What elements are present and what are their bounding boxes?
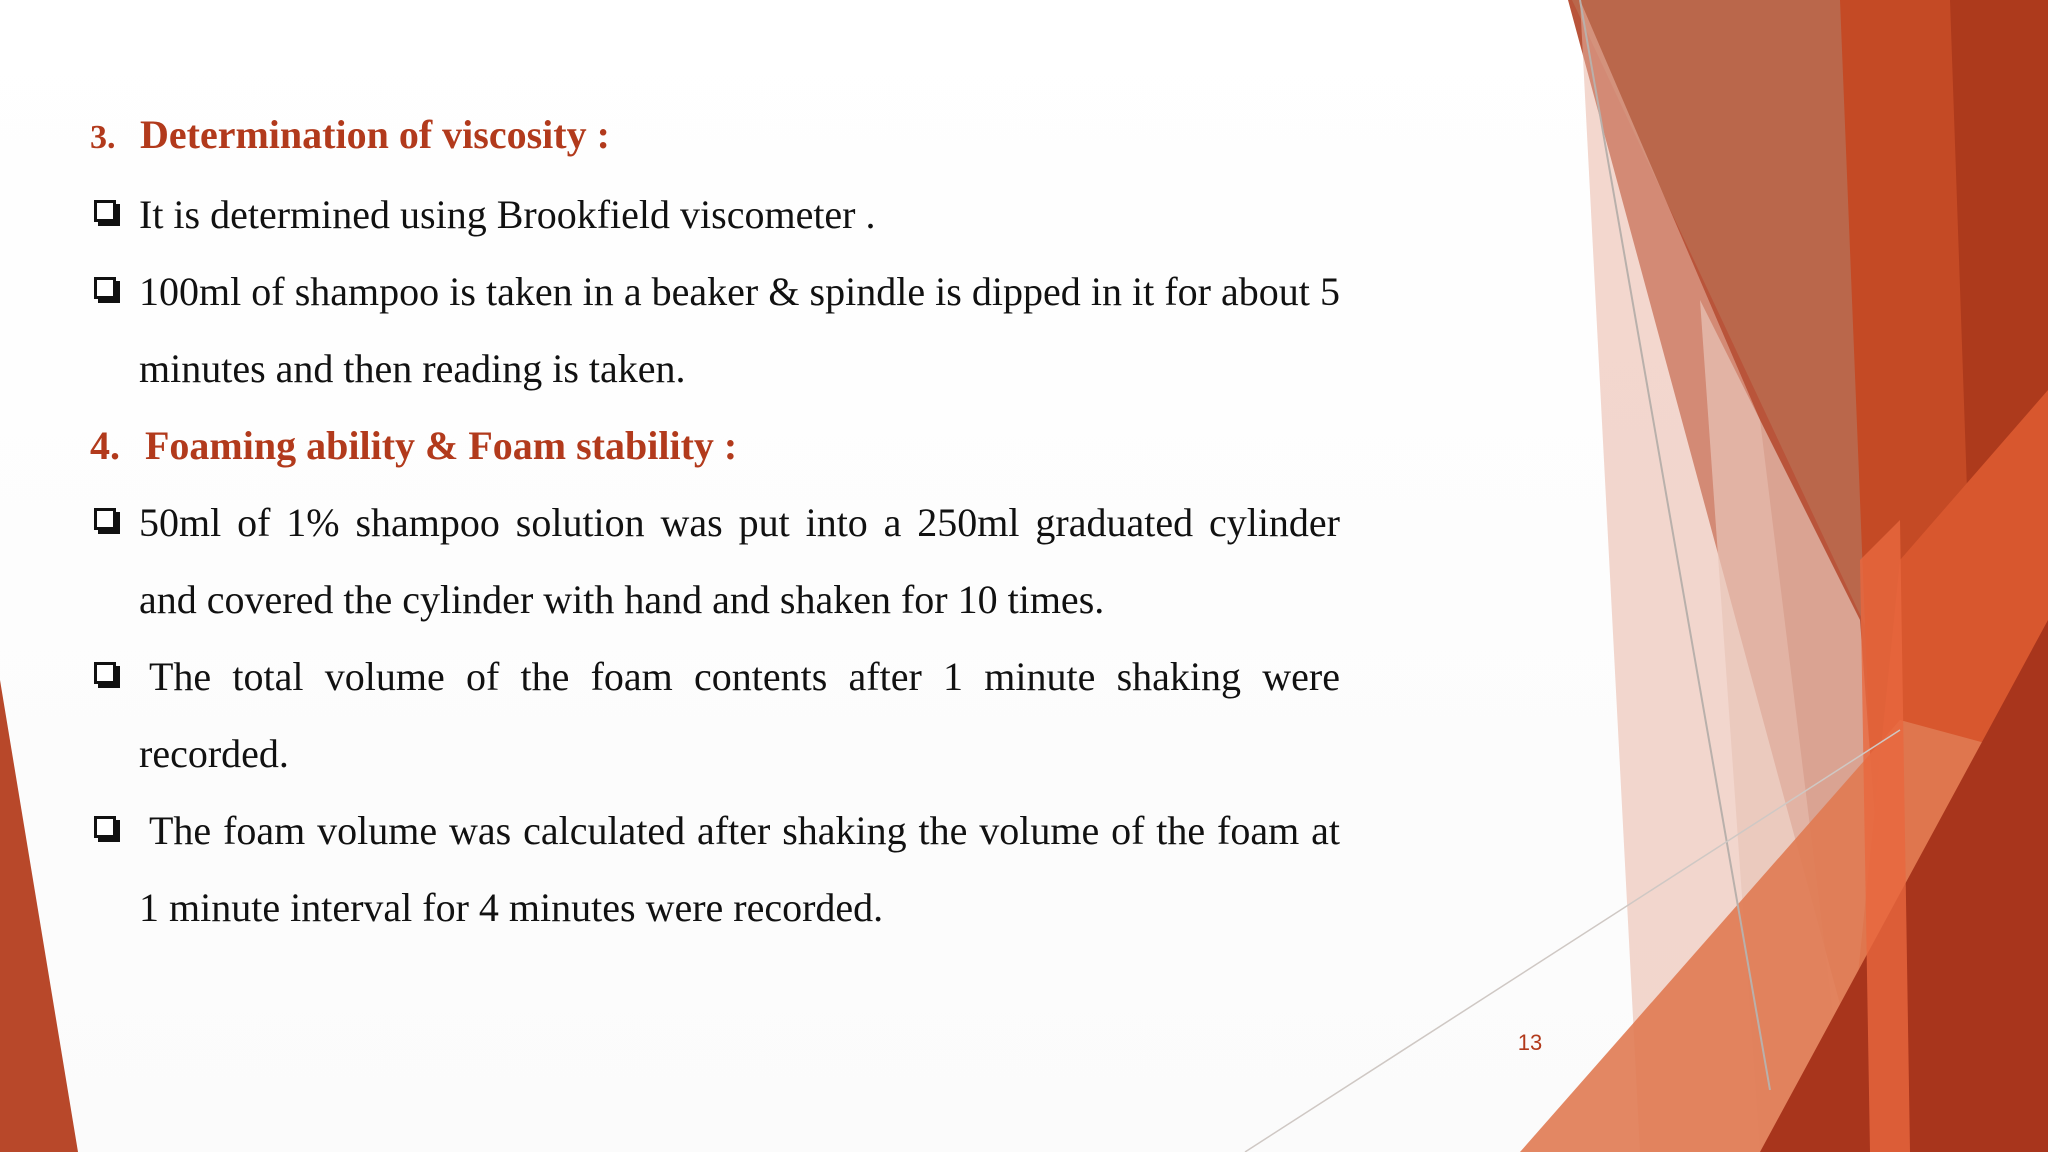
slide-content <box>90 96 1340 946</box>
left-accent-shape <box>0 680 78 1152</box>
bullet-text: The total volume of the foam contents after 1 minute shaking were recorded. <box>139 654 1340 776</box>
section-heading-foaming <box>90 407 1340 484</box>
section-number: 4. <box>90 423 120 468</box>
page-number: 13 <box>1517 1030 1543 1055</box>
bullet-text: It is determined using Brookfield viscometer . <box>139 192 876 237</box>
checkbox-square-icon <box>94 508 116 530</box>
bullet-text: The foam volume was calculated after shaking the volume of the foam at 1 minute interval for 4 minutes were recorded. <box>139 808 1340 930</box>
checkbox-square-icon <box>94 200 116 222</box>
checkbox-square-icon <box>94 277 116 299</box>
bullet-text: 100ml of shampoo is taken in a beaker & spindle is dipped in it for about 5 minutes and then reading is taken. <box>139 269 1340 391</box>
section-heading-viscosity <box>90 96 1340 176</box>
checkbox-square-icon <box>94 816 116 838</box>
checkbox-square-icon <box>94 662 116 684</box>
section-title: Foaming ability & Foam stability : <box>145 423 738 468</box>
section-title: Determination of viscosity : <box>140 112 610 157</box>
bullet-item <box>90 253 1340 407</box>
bullet-item <box>90 638 1340 792</box>
bullet-item <box>90 484 1340 638</box>
bullet-item <box>90 792 1340 946</box>
bullet-item <box>90 176 1340 253</box>
bullet-text: 50ml of 1% shampoo solution was put into a 250ml graduated cylinder and covered the cylinder with hand and shaken for 10 times. <box>139 500 1340 622</box>
section-number: 3. <box>90 119 116 156</box>
